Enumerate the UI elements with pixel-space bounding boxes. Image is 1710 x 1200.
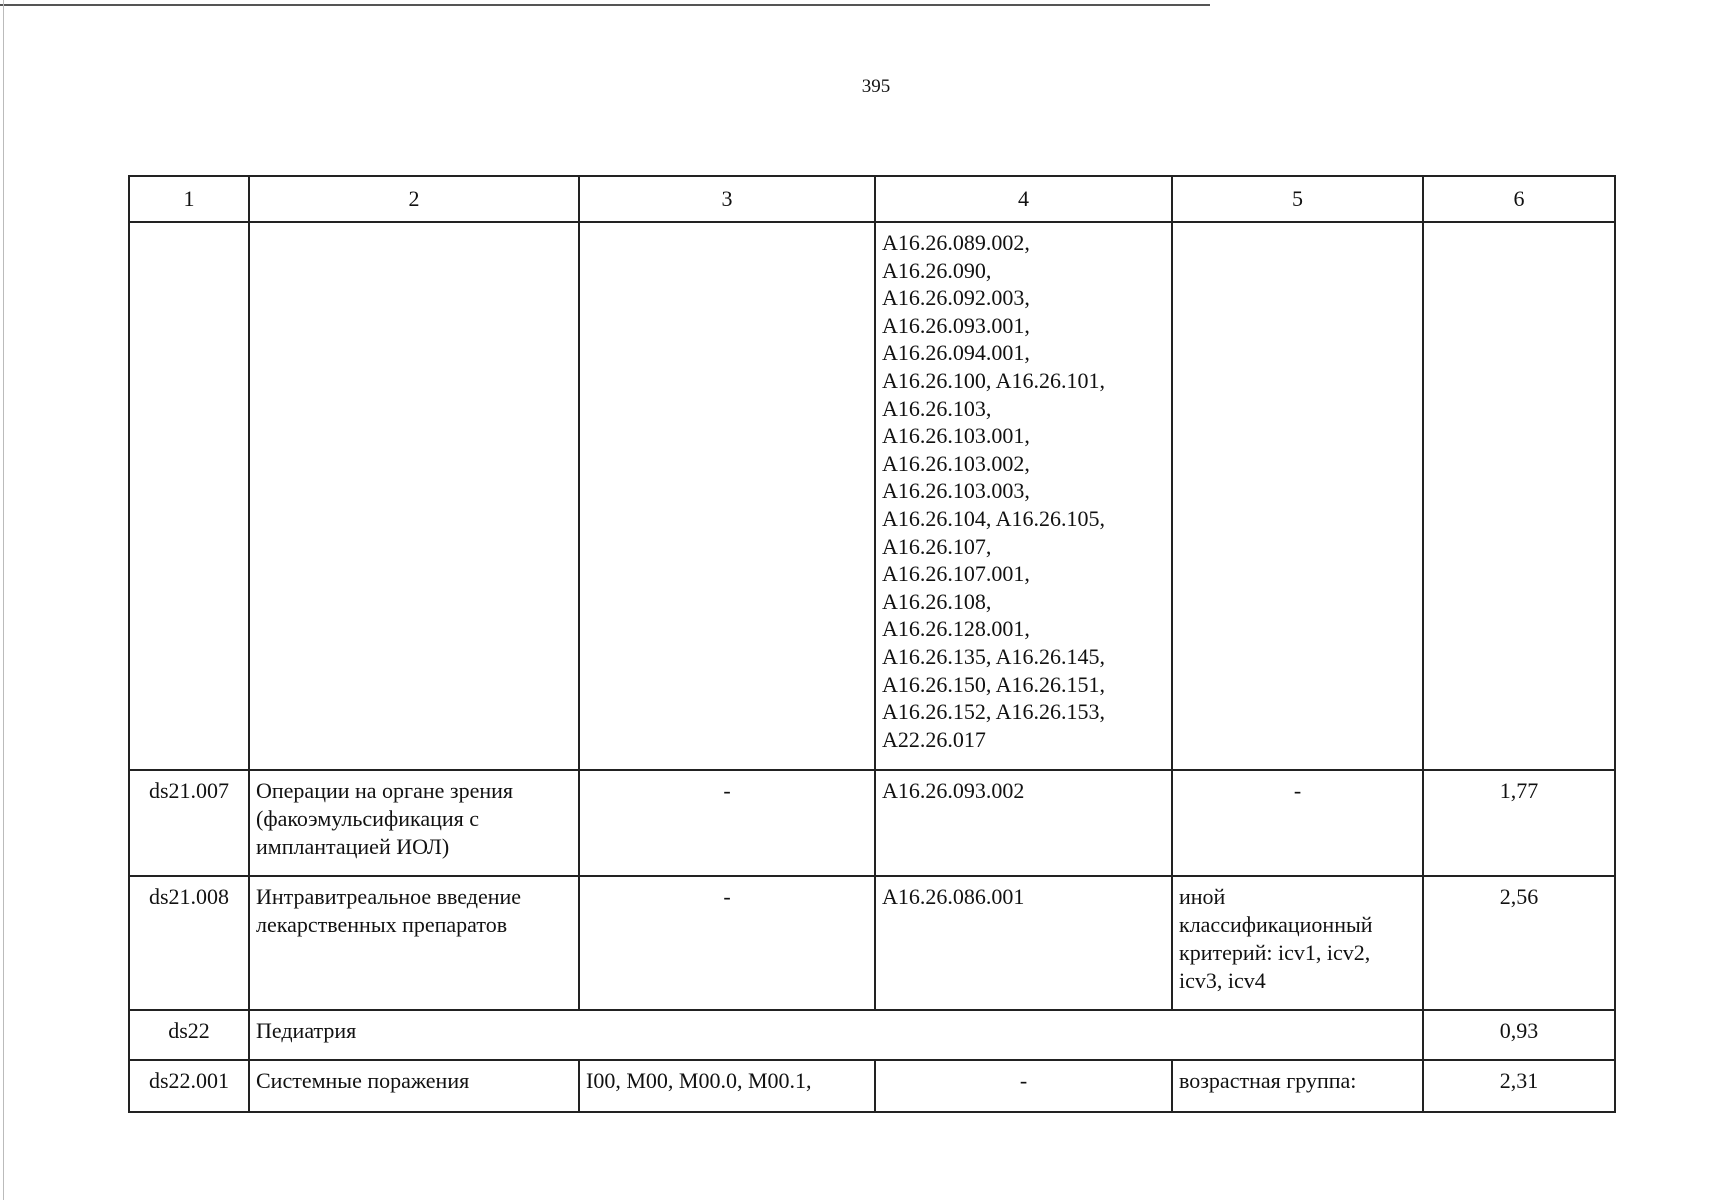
cell-name: Системные поражения <box>249 1060 579 1112</box>
table-row <box>129 770 1615 876</box>
cell-group-name: Педиатрия <box>249 1010 1423 1060</box>
cell-code <box>129 222 249 770</box>
table-row <box>129 876 1615 1010</box>
cell-code: ds21.007 <box>129 770 249 876</box>
service-code-line: A16.26.090, <box>882 257 992 283</box>
service-code-line: A16.26.089.002, <box>882 230 1030 255</box>
cell-services: A16.26.093.002 <box>875 770 1172 876</box>
header-cell-2: 2 <box>249 176 579 222</box>
cell-other-criteria: возрастная группа: <box>1172 1060 1423 1112</box>
service-code-line: A16.26.092.003, <box>882 285 1030 311</box>
cell-coefficient: 2,31 <box>1423 1060 1615 1112</box>
cell-other-criteria: - <box>1172 770 1423 876</box>
service-code-line: A16.26.107, <box>882 533 992 559</box>
service-code-line: A16.26.103, <box>882 395 992 421</box>
cell-code: ds22.001 <box>129 1060 249 1112</box>
cell-coefficient: 0,93 <box>1423 1010 1615 1060</box>
cell-name: Интравитреальное введение лекарственных препаратов <box>249 876 579 1010</box>
service-code-line: A16.26.108, <box>882 588 992 614</box>
service-code-line: A16.26.100, A16.26.101, <box>882 367 1106 393</box>
cell-services: - <box>875 1060 1172 1112</box>
service-code-line: A16.26.135, A16.26.145, <box>882 643 1106 669</box>
service-code-line: A16.26.150, A16.26.151, <box>882 671 1106 697</box>
header-cell-3: 3 <box>579 176 875 222</box>
cell-code: ds21.008 <box>129 876 249 1010</box>
cell-name: Операции на органе зрения (факоэмульсификация с имплантацией ИОЛ) <box>249 770 579 876</box>
header-cell-6: 6 <box>1423 176 1615 222</box>
service-code-line: A16.26.152, A16.26.153, <box>882 699 1106 725</box>
scan-edge-top <box>0 4 1210 6</box>
cell-other-criteria <box>1172 222 1423 770</box>
table-row <box>129 1060 1615 1112</box>
service-code-line: A16.26.093.001, <box>882 312 1030 338</box>
table-header-row <box>129 176 1615 222</box>
service-code-line: A16.26.103.003, <box>882 478 1030 504</box>
page-number: 395 <box>861 76 891 97</box>
header-cell-1: 1 <box>129 176 249 222</box>
service-code-line: A16.26.107.001, <box>882 561 1030 587</box>
cell-services <box>875 222 1172 770</box>
service-code-line: A16.26.103.002, <box>882 450 1030 476</box>
cell-services: A16.26.086.001 <box>875 876 1172 1010</box>
cell-code: ds22 <box>129 1010 249 1060</box>
service-code-line: A16.26.128.001, <box>882 616 1030 642</box>
header-cell-5: 5 <box>1172 176 1423 222</box>
service-code-line: A22.26.017 <box>882 726 986 752</box>
cell-name <box>249 222 579 770</box>
table-row-continuation <box>129 222 1615 770</box>
service-code-line: A16.26.103.001, <box>882 423 1030 449</box>
scan-edge-left <box>3 0 4 1200</box>
tariff-table <box>128 175 1616 1113</box>
cell-coefficient <box>1423 222 1615 770</box>
service-code-line: A16.26.104, A16.26.105, <box>882 505 1106 531</box>
cell-diagnosis: I00, M00, M00.0, M00.1, <box>579 1060 875 1112</box>
cell-coefficient: 1,77 <box>1423 770 1615 876</box>
service-code-line: A16.26.094.001, <box>882 340 1030 366</box>
cell-diagnosis: - <box>579 876 875 1010</box>
cell-other-criteria: иной классификационный критерий: icv1, icv2, icv3, icv4 <box>1172 876 1423 1010</box>
cell-coefficient: 2,56 <box>1423 876 1615 1010</box>
header-cell-4: 4 <box>875 176 1172 222</box>
service-code-list <box>882 229 1165 753</box>
cell-diagnosis <box>579 222 875 770</box>
cell-diagnosis: - <box>579 770 875 876</box>
table-row-group <box>129 1010 1615 1060</box>
